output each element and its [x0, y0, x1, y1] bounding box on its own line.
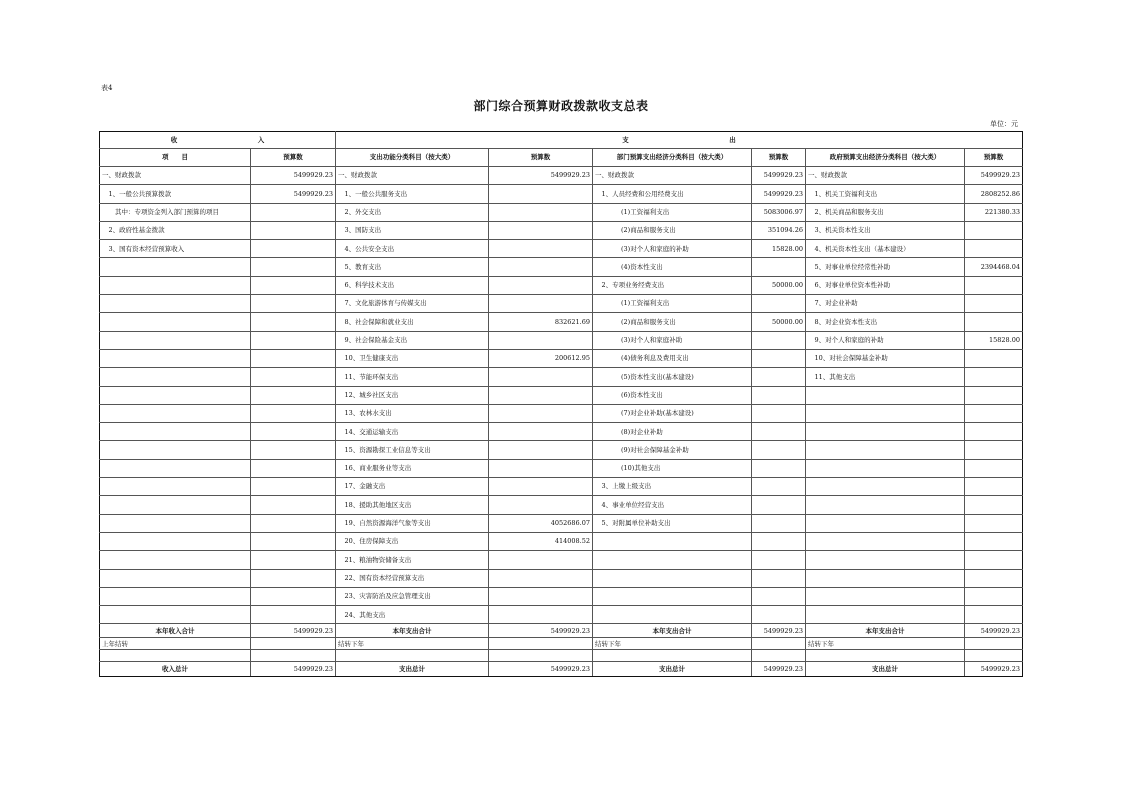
page-title: 部门综合预算财政拨款收支总表: [473, 99, 649, 113]
blank-cell: [251, 650, 336, 662]
table-row: [100, 459, 1023, 477]
dept-econ-item-cell: [593, 569, 752, 587]
income-amount-cell: [251, 459, 336, 477]
income-item-cell: [100, 276, 251, 294]
column-header-row: [100, 149, 1023, 167]
gov-econ-amount-cell: 2394468.04: [965, 258, 1023, 276]
col-header-income-amount: 预算数: [251, 149, 336, 167]
blank-cell: [806, 650, 965, 662]
col-header-function-amount: 预算数: [489, 149, 593, 167]
gov-econ-amount-cell: [965, 514, 1023, 532]
col-header-dept-econ-class: 部门预算支出经济分类科目（按大类）: [593, 149, 752, 167]
gov-econ-item-cell: [806, 423, 965, 441]
income-item-cell: 1、一般公共预算拨款: [100, 185, 251, 203]
function-item-cell: 一、财政拨款: [336, 167, 489, 185]
income-amount-cell: [251, 606, 336, 624]
income-amount-cell: [251, 404, 336, 422]
function-item-cell: 18、援助其他地区支出: [336, 496, 489, 514]
income-amount-cell: [251, 478, 336, 496]
income-amount-cell: [251, 441, 336, 459]
dept-econ-item-cell: 本年支出合计: [593, 624, 752, 638]
dept-econ-item-cell: [593, 606, 752, 624]
dept-econ-amount-cell: [752, 258, 806, 276]
table-row: [100, 606, 1023, 624]
expense-group-char-2: 出: [729, 135, 736, 144]
gov-econ-amount-cell: [965, 240, 1023, 258]
table-row: [100, 276, 1023, 294]
gov-econ-item-cell: 3、机关资本性支出: [806, 221, 965, 239]
income-amount-cell: [251, 368, 336, 386]
gov-econ-item-cell: [806, 404, 965, 422]
income-item-cell: [100, 532, 251, 550]
function-item-cell: 20、住房保障支出: [336, 532, 489, 550]
blank-cell: [489, 650, 593, 662]
income-amount-cell: 5499929.23: [251, 185, 336, 203]
dept-econ-item-cell: (9)对社会保障基金补助: [593, 441, 752, 459]
table-row: [100, 587, 1023, 605]
dept-econ-amount-cell: [752, 404, 806, 422]
carry-row: [100, 638, 1023, 650]
gov-econ-item-cell: 6、对事业单位资本性补助: [806, 276, 965, 294]
table-row: [100, 331, 1023, 349]
gov-econ-amount-cell: [965, 349, 1023, 367]
function-amount-cell: [489, 295, 593, 313]
table-row: [100, 313, 1023, 331]
table-row: [100, 203, 1023, 221]
dept-econ-item-cell: 2、专项业务经费支出: [593, 276, 752, 294]
col-header-dept-econ-amount: 预算数: [752, 149, 806, 167]
income-item-cell: [100, 441, 251, 459]
gov-econ-item-cell: [806, 441, 965, 459]
dept-econ-item-cell: (3)对个人和家庭补助: [593, 331, 752, 349]
dept-econ-item-cell: 3、上缴上级支出: [593, 478, 752, 496]
table-row: [100, 368, 1023, 386]
income-amount-cell: [251, 514, 336, 532]
dept-econ-amount-cell: 5499929.23: [752, 185, 806, 203]
table-row: [100, 349, 1023, 367]
dept-econ-amount-cell: [752, 386, 806, 404]
function-item-cell: 19、自然资源海洋气象等支出: [336, 514, 489, 532]
income-amount-cell: [251, 221, 336, 239]
function-item-cell: 16、商业服务业等支出: [336, 459, 489, 477]
dept-econ-item-cell: (1)工资福利支出: [593, 203, 752, 221]
income-item-cell: 其中：专项资金列入部门预算的项目: [100, 203, 251, 221]
income-item-cell: [100, 331, 251, 349]
gov-econ-amount-cell: [965, 423, 1023, 441]
dept-econ-amount-cell: 5499929.23: [752, 624, 806, 638]
gov-econ-amount-cell: [965, 496, 1023, 514]
col-header-income-item: 项 目: [100, 149, 251, 167]
function-item-cell: 17、金融支出: [336, 478, 489, 496]
gov-econ-amount-cell: [965, 569, 1023, 587]
blank-cell: [100, 650, 251, 662]
col-header-function-class: 支出功能分类科目（按大类）: [336, 149, 489, 167]
blank-cell: [752, 650, 806, 662]
gov-econ-item-cell: [806, 587, 965, 605]
income-amount-cell: [251, 496, 336, 514]
dept-econ-item-cell: 一、财政拨款: [593, 167, 752, 185]
income-amount-cell: [251, 587, 336, 605]
gov-econ-amount-cell: [965, 221, 1023, 239]
table-row: [100, 295, 1023, 313]
blank-cell: [336, 650, 489, 662]
table-row: [100, 258, 1023, 276]
function-amount-cell: 5499929.23: [489, 167, 593, 185]
income-item-cell: [100, 496, 251, 514]
income-item-cell: [100, 386, 251, 404]
gov-econ-item-cell: [806, 606, 965, 624]
table-number: 表4: [101, 84, 113, 92]
income-amount-cell: [251, 569, 336, 587]
dept-econ-item-cell: (4)债务利息及费用支出: [593, 349, 752, 367]
gov-econ-amount-cell: 5499929.23: [965, 662, 1023, 677]
gov-econ-item-cell: 8、对企业资本性支出: [806, 313, 965, 331]
table-row: [100, 532, 1023, 550]
income-amount-cell: [251, 295, 336, 313]
gov-econ-amount-cell: 221380.33: [965, 203, 1023, 221]
function-amount-cell: 5499929.23: [489, 662, 593, 677]
function-amount-cell: [489, 203, 593, 221]
col-header-gov-econ-class: 政府预算支出经济分类科目（按大类）: [806, 149, 965, 167]
dept-econ-amount-cell: 15828.00: [752, 240, 806, 258]
function-amount-cell: 4052686.07: [489, 514, 593, 532]
table-row: [100, 386, 1023, 404]
income-item-cell: [100, 478, 251, 496]
table-row: [100, 441, 1023, 459]
income-group-char-1: 收: [170, 135, 178, 144]
table-row: [100, 240, 1023, 258]
function-amount-cell: [489, 276, 593, 294]
function-amount-cell: [489, 185, 593, 203]
expense-group-char-1: 支: [622, 135, 629, 144]
dept-econ-item-cell: (1)工资福利支出: [593, 295, 752, 313]
function-item-cell: 15、资源勘探工业信息等支出: [336, 441, 489, 459]
table-row: [100, 514, 1023, 532]
dept-econ-item-cell: [593, 551, 752, 569]
dept-econ-item-cell: (2)商品和服务支出: [593, 313, 752, 331]
gov-econ-item-cell: 10、对社会保障基金补助: [806, 349, 965, 367]
dept-econ-amount-cell: [752, 532, 806, 550]
budget-summary-table: [99, 131, 1023, 677]
dept-econ-amount-cell: [752, 331, 806, 349]
function-item-cell: 14、交通运输支出: [336, 423, 489, 441]
gov-econ-amount-cell: [965, 386, 1023, 404]
dept-econ-amount-cell: 5499929.23: [752, 662, 806, 677]
dept-econ-item-cell: 结转下年: [593, 638, 752, 650]
dept-econ-item-cell: (8)对企业补助: [593, 423, 752, 441]
income-amount-cell: [251, 349, 336, 367]
income-item-cell: 2、政府性基金拨款: [100, 221, 251, 239]
income-item-cell: 收入总计: [100, 662, 251, 677]
table-row: [100, 496, 1023, 514]
blank-cell: [593, 650, 752, 662]
function-item-cell: 22、国有资本经营预算支出: [336, 569, 489, 587]
function-amount-cell: [489, 404, 593, 422]
table-row: [100, 185, 1023, 203]
function-item-cell: 23、灾害防治及应急管理支出: [336, 587, 489, 605]
function-amount-cell: [489, 496, 593, 514]
dept-econ-amount-cell: [752, 478, 806, 496]
function-amount-cell: [489, 423, 593, 441]
gov-econ-item-cell: [806, 459, 965, 477]
gov-econ-amount-cell: [965, 478, 1023, 496]
function-amount-cell: [489, 386, 593, 404]
gov-econ-amount-cell: [965, 313, 1023, 331]
income-item-cell: [100, 514, 251, 532]
dept-econ-amount-cell: [752, 638, 806, 650]
dept-econ-item-cell: (5)资本性支出(基本建设): [593, 368, 752, 386]
function-amount-cell: 200612.95: [489, 349, 593, 367]
income-item-cell: 3、国有资本经营预算收入: [100, 240, 251, 258]
dept-econ-amount-cell: 50000.00: [752, 313, 806, 331]
gov-econ-item-cell: [806, 532, 965, 550]
function-amount-cell: [489, 459, 593, 477]
income-amount-cell: [251, 203, 336, 221]
income-amount-cell: 5499929.23: [251, 624, 336, 638]
function-item-cell: 13、农林水支出: [336, 404, 489, 422]
dept-econ-amount-cell: [752, 514, 806, 532]
gov-econ-amount-cell: 5499929.23: [965, 167, 1023, 185]
function-item-cell: 21、粮油物资储备支出: [336, 551, 489, 569]
income-item-cell: [100, 349, 251, 367]
income-amount-cell: [251, 423, 336, 441]
function-amount-cell: [489, 478, 593, 496]
dept-econ-item-cell: 4、事业单位经营支出: [593, 496, 752, 514]
gov-econ-item-cell: [806, 496, 965, 514]
income-item-cell: [100, 404, 251, 422]
dept-econ-amount-cell: [752, 587, 806, 605]
expense-group-header: [336, 132, 1023, 149]
gov-econ-amount-cell: [965, 638, 1023, 650]
table-row: [100, 423, 1023, 441]
dept-econ-amount-cell: 5083006.97: [752, 203, 806, 221]
gov-econ-amount-cell: [965, 368, 1023, 386]
function-amount-cell: [489, 587, 593, 605]
function-item-cell: 2、外交支出: [336, 203, 489, 221]
income-item-cell: [100, 459, 251, 477]
gov-econ-item-cell: 本年支出合计: [806, 624, 965, 638]
function-item-cell: 8、社会保障和就业支出: [336, 313, 489, 331]
function-amount-cell: [489, 551, 593, 569]
income-amount-cell: [251, 551, 336, 569]
gov-econ-item-cell: 1、机关工资福利支出: [806, 185, 965, 203]
function-item-cell: 本年支出合计: [336, 624, 489, 638]
table-row: [100, 478, 1023, 496]
income-item-cell: [100, 258, 251, 276]
dept-econ-amount-cell: [752, 459, 806, 477]
table-row: [100, 569, 1023, 587]
gov-econ-amount-cell: 15828.00: [965, 331, 1023, 349]
function-item-cell: 5、教育支出: [336, 258, 489, 276]
table-row: [100, 404, 1023, 422]
gov-econ-item-cell: 一、财政拨款: [806, 167, 965, 185]
dept-econ-amount-cell: [752, 606, 806, 624]
income-item-cell: 一、财政拨款: [100, 167, 251, 185]
dept-econ-amount-cell: 50000.00: [752, 276, 806, 294]
dept-econ-item-cell: [593, 532, 752, 550]
gov-econ-amount-cell: 2808252.86: [965, 185, 1023, 203]
function-item-cell: 11、节能环保支出: [336, 368, 489, 386]
table-row: [100, 167, 1023, 185]
dept-econ-item-cell: (3)对个人和家庭的补助: [593, 240, 752, 258]
function-item-cell: 结转下年: [336, 638, 489, 650]
dept-econ-amount-cell: [752, 551, 806, 569]
gov-econ-amount-cell: 5499929.23: [965, 624, 1023, 638]
dept-econ-item-cell: (7)对企业补助(基本建设): [593, 404, 752, 422]
dept-econ-amount-cell: [752, 569, 806, 587]
function-item-cell: 3、国防支出: [336, 221, 489, 239]
income-amount-cell: [251, 386, 336, 404]
gov-econ-item-cell: [806, 551, 965, 569]
income-item-cell: [100, 313, 251, 331]
income-amount-cell: 5499929.23: [251, 167, 336, 185]
function-item-cell: 4、公共安全支出: [336, 240, 489, 258]
blank-row: [100, 650, 1023, 662]
function-item-cell: 12、城乡社区支出: [336, 386, 489, 404]
gov-econ-item-cell: [806, 569, 965, 587]
income-amount-cell: [251, 240, 336, 258]
blank-cell: [965, 650, 1023, 662]
gov-econ-amount-cell: [965, 459, 1023, 477]
gov-econ-item-cell: [806, 478, 965, 496]
dept-econ-item-cell: [593, 587, 752, 605]
function-amount-cell: [489, 331, 593, 349]
gov-econ-amount-cell: [965, 587, 1023, 605]
function-item-cell: 6、科学技术支出: [336, 276, 489, 294]
function-amount-cell: [489, 258, 593, 276]
income-amount-cell: [251, 638, 336, 650]
gov-econ-item-cell: [806, 514, 965, 532]
gov-econ-amount-cell: [965, 441, 1023, 459]
income-item-cell: [100, 423, 251, 441]
gov-econ-item-cell: [806, 386, 965, 404]
function-amount-cell: 5499929.23: [489, 624, 593, 638]
income-item-cell: 上年结转: [100, 638, 251, 650]
dept-econ-amount-cell: [752, 496, 806, 514]
function-amount-cell: [489, 606, 593, 624]
dept-econ-amount-cell: [752, 295, 806, 313]
income-amount-cell: [251, 313, 336, 331]
function-item-cell: 7、文化旅游体育与传媒支出: [336, 295, 489, 313]
income-group-header: [100, 132, 336, 149]
gov-econ-amount-cell: [965, 404, 1023, 422]
tot-row: [100, 624, 1023, 638]
income-amount-cell: 5499929.23: [251, 662, 336, 677]
gov-econ-amount-cell: [965, 551, 1023, 569]
income-amount-cell: [251, 532, 336, 550]
dept-econ-amount-cell: [752, 423, 806, 441]
income-item-cell: [100, 587, 251, 605]
function-amount-cell: [489, 638, 593, 650]
gov-econ-item-cell: 5、对事业单位经常性补助: [806, 258, 965, 276]
gov-econ-item-cell: 9、对个人和家庭的补助: [806, 331, 965, 349]
function-amount-cell: [489, 368, 593, 386]
sum-row: [100, 662, 1023, 677]
dept-econ-item-cell: 1、人员经费和公用经费支出: [593, 185, 752, 203]
gov-econ-item-cell: 4、机关资本性支出（基本建设）: [806, 240, 965, 258]
function-amount-cell: 832621.69: [489, 313, 593, 331]
income-item-cell: [100, 295, 251, 313]
gov-econ-item-cell: 7、对企业补助: [806, 295, 965, 313]
gov-econ-item-cell: 11、其他支出: [806, 368, 965, 386]
dept-econ-item-cell: (4)资本性支出: [593, 258, 752, 276]
function-amount-cell: [489, 441, 593, 459]
col-header-gov-econ-amount: 预算数: [965, 149, 1023, 167]
function-item-cell: 支出总计: [336, 662, 489, 677]
income-item-cell: [100, 569, 251, 587]
dept-econ-amount-cell: 5499929.23: [752, 167, 806, 185]
gov-econ-amount-cell: [965, 532, 1023, 550]
gov-econ-amount-cell: [965, 295, 1023, 313]
income-amount-cell: [251, 331, 336, 349]
income-amount-cell: [251, 258, 336, 276]
income-amount-cell: [251, 276, 336, 294]
table-row: [100, 221, 1023, 239]
income-item-cell: [100, 606, 251, 624]
function-amount-cell: [489, 240, 593, 258]
income-item-cell: [100, 368, 251, 386]
function-item-cell: 24、其他支出: [336, 606, 489, 624]
function-amount-cell: [489, 221, 593, 239]
dept-econ-amount-cell: 351094.26: [752, 221, 806, 239]
dept-econ-item-cell: (10)其他支出: [593, 459, 752, 477]
dept-econ-amount-cell: [752, 349, 806, 367]
function-amount-cell: 414008.52: [489, 532, 593, 550]
dept-econ-item-cell: 5、对附属单位补助支出: [593, 514, 752, 532]
gov-econ-amount-cell: [965, 606, 1023, 624]
function-item-cell: 1、一般公共服务支出: [336, 185, 489, 203]
gov-econ-item-cell: 2、机关商品和服务支出: [806, 203, 965, 221]
gov-econ-item-cell: 支出总计: [806, 662, 965, 677]
unit-label: 单位：元: [990, 120, 1018, 128]
dept-econ-item-cell: 支出总计: [593, 662, 752, 677]
income-item-cell: [100, 551, 251, 569]
dept-econ-amount-cell: [752, 441, 806, 459]
function-amount-cell: [489, 569, 593, 587]
income-group-char-2: 入: [257, 135, 265, 144]
function-item-cell: 9、社会保险基金支出: [336, 331, 489, 349]
gov-econ-amount-cell: [965, 276, 1023, 294]
gov-econ-item-cell: 结转下年: [806, 638, 965, 650]
dept-econ-amount-cell: [752, 368, 806, 386]
dept-econ-item-cell: (2)商品和服务支出: [593, 221, 752, 239]
dept-econ-item-cell: (6)资本性支出: [593, 386, 752, 404]
group-header-row: [100, 132, 1023, 149]
income-item-cell: 本年收入合计: [100, 624, 251, 638]
table-row: [100, 551, 1023, 569]
function-item-cell: 10、卫生健康支出: [336, 349, 489, 367]
